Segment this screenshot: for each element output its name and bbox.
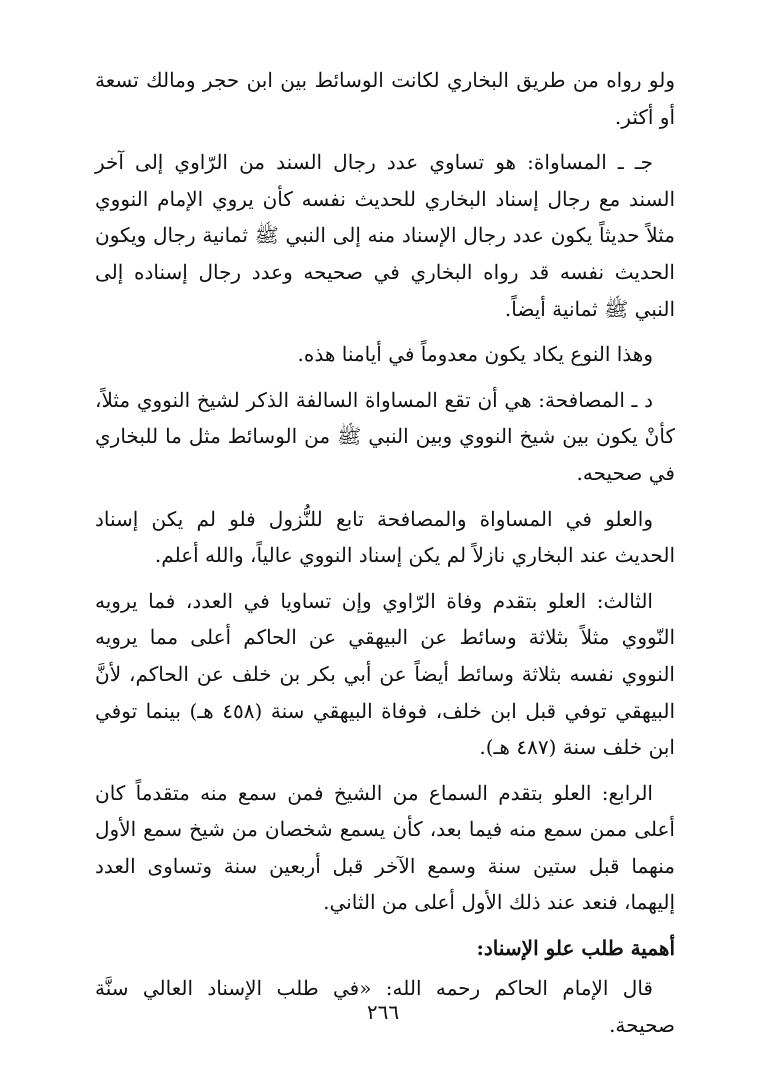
paragraph-1: ولو رواه من طريق البخاري لكانت الوسائط بين ابن حجر ومالك تسعة أو أكثر.	[95, 68, 675, 129]
paragraph-3: وهذا النوع يكاد يكون معدوماً في أيامنا هذه.	[297, 342, 653, 367]
paragraph-musafaha: د ـ المصافحة: هي أن تقع المساواة السالفة الذكر لشيخ النووي مثلاً، كأنْ يكون بين شيخ النووي وبين النبي ﷺ من الوسائط مثل ما للبخاري في صحيحه.	[95, 387, 675, 485]
page-body	[95, 62, 675, 1052]
paragraph-third: الثالث: العلو بتقدم وفاة الرّاوي وإن تساويا في العدد، فما يرويه النّووي مثلاً بثلاثة وسائط عن البيهقي عن الحاكم أعلى مما يرويه النووي نفسه بثلاثة وسائط أيضاً عن أبي بكر بن خلف عن الحاكم، لأنَّ البيهقي توفي قبل ابن خلف، فوفاة البيهقي سنة (٤٥٨ هـ) بينما توفي ابن خلف سنة (٤٨٧ هـ).	[95, 588, 675, 760]
paragraph-musawat: جـ ـ المساواة: هو تساوي عدد رجال السند من الرّاوي إلى آخر السند مع رجال إسناد البخاري للحديث نفسه كأن يروي الإمام النووي مثلاً حديثاً يكون عدد رجال الإسناد منه إلى النبي ﷺ ثمانية رجال ويكون الحديث نفسه قد رواه البخاري في صحيحه وعدد رجال إسناده إلى النبي ﷺ ثمانية أيضاً.	[95, 150, 675, 321]
section-heading: أهمية طلب علو الإسناد:	[476, 936, 675, 961]
paragraph-fourth: الرابع: العلو بتقدم السماع من الشيخ فمن سمع منه متقدماً كان أعلى ممن سمع منه فيما بعد، كأن يسمع شخصان من شيخ سمع الأول منهما قبل ستين سنة وسمع الآخر قبل أربعين سنة وتساوى العدد إليهما، فنعد عند ذلك الأول أعلى من الثاني.	[95, 780, 675, 915]
paragraph-5: والعلو في المساواة والمصافحة تابع للنُّزول فلو لم يكن إسناد الحديث عند البخاري نازلاً لم يكن إسناد النووي عالياً، والله أعلم.	[95, 506, 675, 568]
paragraph-final: قال الإمام الحاكم رحمه الله: «في طلب الإسناد العالي سنَّة صحيحة.	[95, 976, 675, 1037]
page-number: ٢٦٦	[366, 1000, 400, 1024]
